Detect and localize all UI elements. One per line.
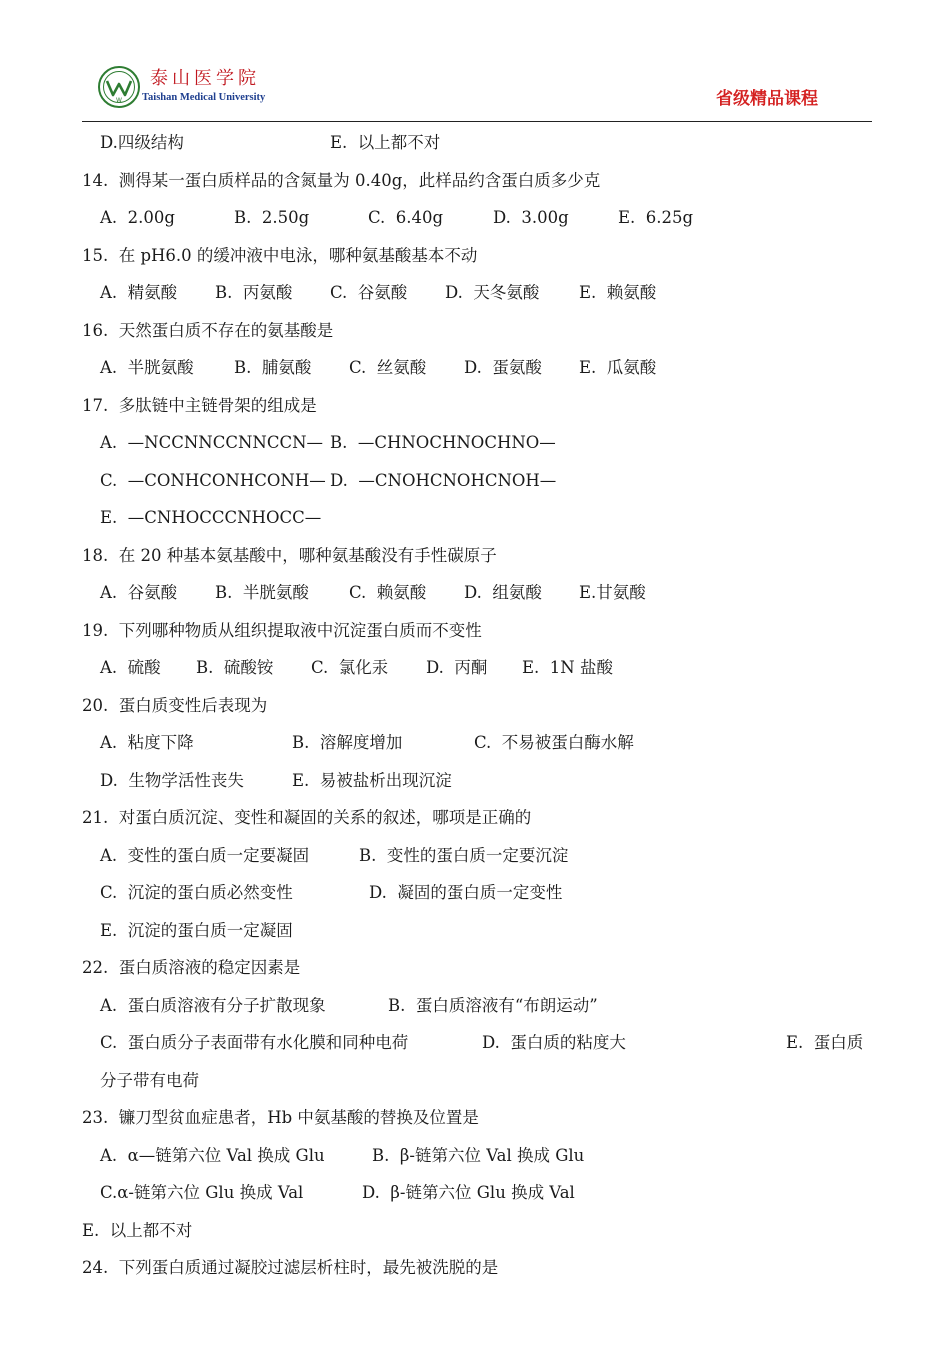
answer-option: D. 组氨酸 <box>464 583 542 602</box>
answer-option: A. 2.00g <box>100 208 175 227</box>
question-text: 20. 蛋白质变性后表现为 <box>82 695 268 715</box>
header-divider <box>82 121 872 122</box>
answer-option: A. 半胱氨酸 <box>100 358 194 377</box>
answer-option: D. 蛋白质的粘度大 <box>482 1033 626 1052</box>
question-line <box>82 387 872 425</box>
answer-option: D.四级结构 <box>100 133 184 152</box>
answer-option: B. 溶解度增加 <box>292 733 403 752</box>
answer-option: B. —CHNOCHNOCHNO— <box>330 433 556 452</box>
question-text: 21. 对蛋白质沉淀、变性和凝固的关系的叙述，哪项是正确的 <box>82 808 532 827</box>
question-line <box>82 799 872 837</box>
answer-options-line <box>82 1062 872 1100</box>
question-line <box>82 1212 872 1250</box>
answer-options-line <box>82 1137 872 1175</box>
answer-option: A. 精氨酸 <box>100 283 178 302</box>
answer-option: B. β-链第六位 Val 换成 Glu <box>372 1145 585 1165</box>
answer-options-line <box>82 499 872 537</box>
answer-option: C. 蛋白质分子表面带有水化膜和同种电荷 <box>100 1033 409 1052</box>
answer-option: D. 天冬氨酸 <box>445 283 540 302</box>
question-line <box>82 612 872 650</box>
answer-option: C. 谷氨酸 <box>330 283 408 302</box>
question-text: 24. 下列蛋白质通过凝胶过滤层析柱时，最先被洗脱的是 <box>82 1258 499 1277</box>
answer-option: B. 蛋白质溶液有“布朗运动” <box>388 995 598 1015</box>
answer-option: E. 蛋白质 <box>786 1033 864 1052</box>
question-text: 18. 在 20 种基本氨基酸中，哪种氨基酸没有手性碳原子 <box>82 545 497 565</box>
answer-option: A. α—链第六位 Val 换成 Glu <box>100 1145 325 1165</box>
question-line <box>82 687 872 725</box>
question-text: 22. 蛋白质溶液的稳定因素是 <box>82 958 301 977</box>
question-line <box>82 537 872 575</box>
answer-option: E. 1N 盐酸 <box>522 658 613 677</box>
question-list <box>82 124 872 1287</box>
answer-options-line <box>82 199 872 237</box>
answer-option: B. 脯氨酸 <box>234 358 312 377</box>
answer-option: E. 易被盐析出现沉淀 <box>292 770 452 790</box>
answer-option: C. 6.40g <box>368 208 444 227</box>
answer-option: C. 丝氨酸 <box>349 358 427 377</box>
answer-option: D. 丙酮 <box>426 658 488 677</box>
answer-option: A. 蛋白质溶液有分子扩散现象 <box>100 995 326 1015</box>
answer-option: E. —CNHOCCCNHOCC— <box>100 508 322 527</box>
answer-option: D. 蛋氨酸 <box>464 358 542 377</box>
question-text: 16. 天然蛋白质不存在的氨基酸是 <box>82 320 334 340</box>
university-logo-icon <box>98 66 140 108</box>
question-text: 14. 测得某一蛋白质样品的含氮量为 0.40g，此样品约含蛋白质多少克 <box>82 170 601 190</box>
answer-option: B. 半胱氨酸 <box>215 583 309 602</box>
answer-options-line <box>82 912 872 950</box>
answer-option: D. β-链第六位 Glu 换成 Val <box>362 1183 575 1202</box>
school-name-english: Taishan Medical University <box>142 92 266 103</box>
answer-options-line <box>82 349 872 387</box>
answer-options-line <box>82 574 872 612</box>
question-line <box>82 312 872 350</box>
answer-option: A. 硫酸 <box>100 658 161 677</box>
course-label: 省级精品课程 <box>716 89 818 109</box>
answer-option: C. 不易被蛋白酶水解 <box>474 733 634 752</box>
answer-options-line <box>82 274 872 312</box>
question-line <box>82 162 872 200</box>
answer-option: D. —CNOHCNOHCNOH— <box>330 470 557 490</box>
question-text: 15. 在 pH6.0 的缓冲液中电泳，哪种氨基酸基本不动 <box>82 245 478 265</box>
answer-option: B. 2.50g <box>234 208 310 227</box>
question-text: 17. 多肽链中主链骨架的组成是 <box>82 395 317 415</box>
question-text: E. 以上都不对 <box>82 1220 193 1240</box>
answer-option: A. 谷氨酸 <box>100 583 178 602</box>
answer-options-line <box>82 874 872 912</box>
answer-option: C. 氯化汞 <box>311 658 389 677</box>
question-line <box>82 1249 872 1287</box>
svg-text:W: W <box>116 97 122 104</box>
question-text: 23. 镰刀型贫血症患者，Hb 中氨基酸的替换及位置是 <box>82 1108 479 1127</box>
answer-option: E. 以上都不对 <box>330 133 441 152</box>
answer-option: A. —NCCNNCCNNCCN— <box>100 433 324 452</box>
answer-option: D. 凝固的蛋白质一定变性 <box>369 883 563 902</box>
question-line <box>82 949 872 987</box>
answer-option: E. 沉淀的蛋白质一定凝固 <box>100 920 293 940</box>
answer-options-line <box>82 762 872 800</box>
answer-option: C. —CONHCONHCONH— <box>100 470 326 490</box>
answer-option: 分子带有电荷 <box>100 1070 199 1090</box>
question-text: 19. 下列哪种物质从组织提取液中沉淀蛋白质而不变性 <box>82 620 482 640</box>
answer-option: E. 6.25g <box>618 208 694 227</box>
answer-option: B. 丙氨酸 <box>215 283 293 302</box>
answer-options-line <box>82 837 872 875</box>
answer-option: A. 变性的蛋白质一定要凝固 <box>100 845 310 865</box>
answer-option: B. 硫酸铵 <box>196 658 274 677</box>
answer-option: D. 3.00g <box>493 208 569 227</box>
answer-options-line <box>82 649 872 687</box>
answer-options-line <box>82 124 872 162</box>
answer-options-line <box>82 1174 872 1212</box>
answer-option: C. 沉淀的蛋白质必然变性 <box>100 883 293 902</box>
answer-option: C. 赖氨酸 <box>349 583 427 602</box>
answer-option: E. 赖氨酸 <box>579 283 657 302</box>
answer-options-line <box>82 724 872 762</box>
question-line <box>82 237 872 275</box>
answer-options-line <box>82 424 872 462</box>
school-name-chinese: 泰山医学院 <box>150 68 260 89</box>
answer-option: D. 生物学活性丧失 <box>100 770 244 790</box>
answer-option: B. 变性的蛋白质一定要沉淀 <box>359 845 569 865</box>
answer-options-line <box>82 462 872 500</box>
answer-option: E.甘氨酸 <box>579 583 646 602</box>
question-line <box>82 1099 872 1137</box>
page-header <box>82 60 872 122</box>
answer-options-line <box>82 987 872 1025</box>
answer-option: C.α-链第六位 Glu 换成 Val <box>100 1183 304 1202</box>
answer-options-line <box>82 1024 872 1062</box>
answer-option: A. 粘度下降 <box>100 733 194 752</box>
answer-option: E. 瓜氨酸 <box>579 358 657 377</box>
